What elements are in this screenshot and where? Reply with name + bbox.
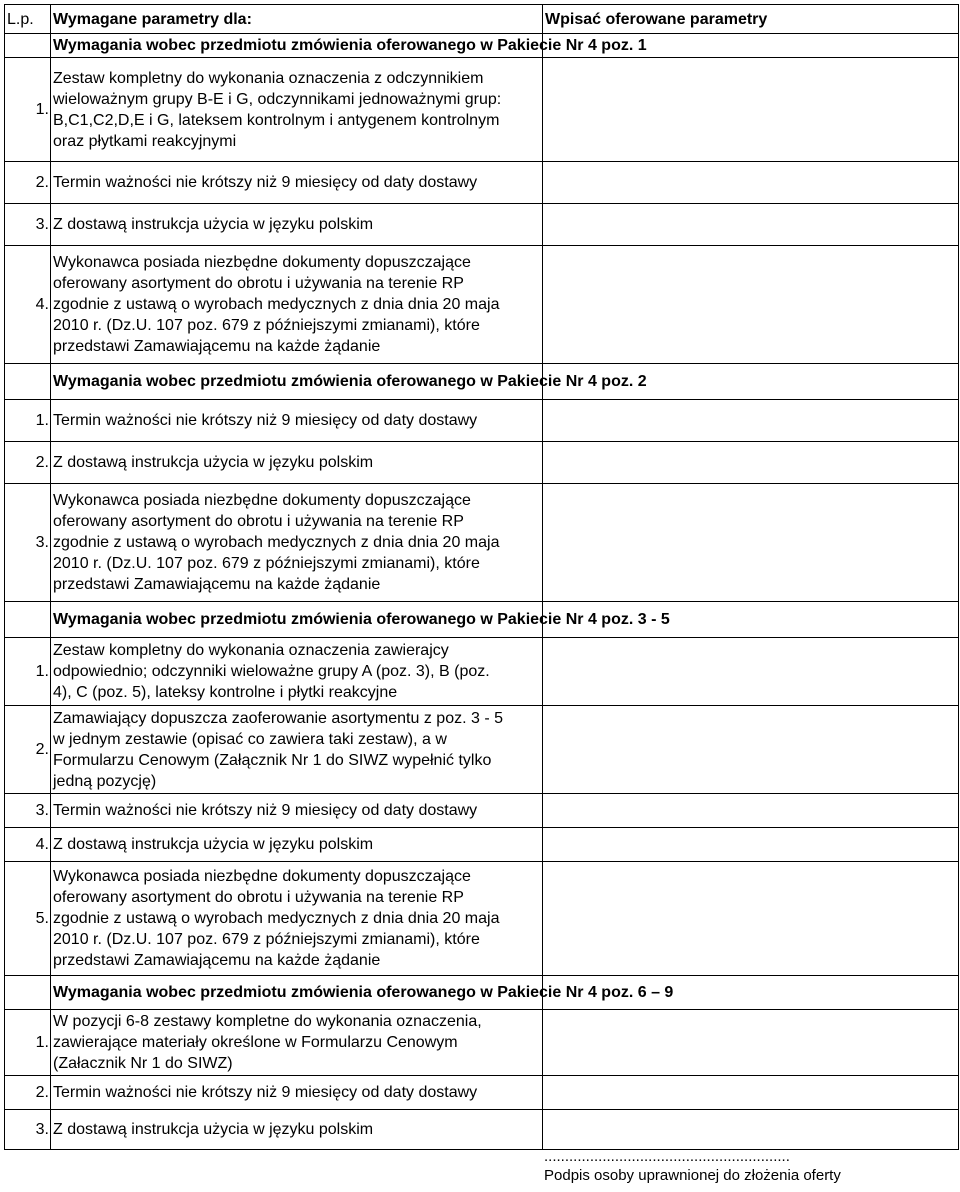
section-row — [5, 976, 959, 1010]
offer-cell[interactable] — [543, 58, 959, 162]
row-text-cell — [51, 484, 543, 602]
row-text: Wykonawca posiada niezbędne dokumenty dopuszczające oferowany asortyment do obrotu i używania na terenie RP zgodnie z ustawą o wyrobach medycznych z dnia dnia 20 maja 2010 r. (Dz.U. 107 poz. 679 z późniejszymi zmianami), które przedstawi Zamawiającemu na każde żądanie — [53, 492, 500, 593]
row-number: 2. — [5, 1076, 51, 1110]
signature-label: Podpis osoby uprawnionej do złożenia oferty — [544, 1167, 841, 1184]
row-text: Zamawiający dopuszcza zaoferowanie asortymentu z poz. 3 - 5 w jednym zestawie (opisać co zawiera taki zestaw), a w Formularzu Cenowym (Załącznik Nr 1 do SIWZ wypełnić tylko jedną pozycję) — [53, 709, 503, 790]
table-row — [5, 706, 959, 794]
offer-cell[interactable] — [543, 706, 959, 794]
offer-cell[interactable] — [543, 162, 959, 204]
row-text: Z dostawą instrukcja użycia w języku polskim — [51, 204, 543, 246]
row-number: 1. — [5, 58, 51, 162]
section-title: Wymagania wobec przedmiotu zmówienia oferowanego w Pakiecie Nr 4 poz. 3 - 5 — [51, 602, 543, 638]
row-number: 3. — [5, 484, 51, 602]
header-required-parameters: Wymagane parametry dla: — [51, 5, 543, 34]
row-number: 2. — [5, 162, 51, 204]
row-number: 3. — [5, 1110, 51, 1150]
table-row — [5, 1076, 959, 1110]
offer-cell[interactable] — [543, 862, 959, 976]
row-text: Termin ważności nie krótszy niż 9 miesięcy od daty dostawy — [51, 1076, 543, 1110]
section-num-cell — [5, 976, 51, 1010]
row-text: W pozycji 6-8 zestawy kompletne do wykonania oznaczenia, zawierające materiały określone w Formularzu Cenowym (Załacznik Nr 1 do SIWZ) — [53, 1013, 482, 1072]
table-row — [5, 400, 959, 442]
header-offered-parameters: Wpisać oferowane parametry — [543, 5, 959, 34]
table-row — [5, 1010, 959, 1076]
table-header-row — [5, 5, 959, 34]
row-text-cell — [51, 862, 543, 976]
table-row — [5, 828, 959, 862]
row-text-cell — [51, 706, 543, 794]
offer-cell[interactable] — [543, 246, 959, 364]
row-text: Wykonawca posiada niezbędne dokumenty dopuszczające oferowany asortyment do obrotu i używania na terenie RP zgodnie z ustawą o wyrobach medycznych z dnia dnia 20 maja 2010 r. (Dz.U. 107 poz. 679 z późniejszymi zmianami), które przedstawi Zamawiającemu na każde żądanie — [53, 868, 500, 969]
row-text: Termin ważności nie krótszy niż 9 miesięcy od daty dostawy — [51, 162, 543, 204]
row-text: Wykonawca posiada niezbędne dokumenty dopuszczające oferowany asortyment do obrotu i używania na terenie RP zgodnie z ustawą o wyrobach medycznych z dnia dnia 20 maja 2010 r. (Dz.U. 107 poz. 679 z późniejszymi zmianami), które przedstawi Zamawiającemu na każde żądanie — [53, 254, 500, 355]
row-text-cell — [51, 246, 543, 364]
offer-cell[interactable] — [543, 400, 959, 442]
section-num-cell — [5, 364, 51, 400]
section-row — [5, 364, 959, 400]
row-text: Z dostawą instrukcja użycia w języku polskim — [51, 442, 543, 484]
row-text-cell — [51, 58, 543, 162]
offer-cell[interactable] — [543, 484, 959, 602]
offer-cell[interactable] — [543, 794, 959, 828]
section-num-cell — [5, 602, 51, 638]
row-text-cell — [51, 1010, 543, 1076]
table-row — [5, 794, 959, 828]
signature-line[interactable]: ........................................................... — [544, 1148, 790, 1165]
table-row — [5, 442, 959, 484]
section-title: Wymagania wobec przedmiotu zmówienia oferowanego w Pakiecie Nr 4 poz. 2 — [51, 364, 543, 400]
row-number: 1. — [5, 638, 51, 706]
row-number: 1. — [5, 1010, 51, 1076]
section-row — [5, 602, 959, 638]
section-title: Wymagania wobec przedmiotu zmówienia oferowanego w Pakiecie Nr 4 poz. 1 — [51, 34, 543, 58]
row-text-cell — [51, 638, 543, 706]
section-num-cell — [5, 34, 51, 58]
row-number: 2. — [5, 706, 51, 794]
section-row — [5, 34, 959, 58]
signature-block — [544, 1150, 924, 1188]
table-row — [5, 1110, 959, 1150]
table-row — [5, 862, 959, 976]
row-number: 1. — [5, 400, 51, 442]
offer-cell[interactable] — [543, 1110, 959, 1150]
table-row — [5, 204, 959, 246]
row-number: 2. — [5, 442, 51, 484]
offer-cell[interactable] — [543, 1076, 959, 1110]
row-number: 4. — [5, 246, 51, 364]
row-number: 3. — [5, 204, 51, 246]
row-text: Z dostawą instrukcja użycia w języku polskim — [51, 1110, 543, 1150]
row-number: 3. — [5, 794, 51, 828]
row-number: 4. — [5, 828, 51, 862]
offer-cell[interactable] — [543, 204, 959, 246]
offer-cell[interactable] — [543, 1010, 959, 1076]
offer-cell[interactable] — [543, 442, 959, 484]
row-number: 5. — [5, 862, 51, 976]
section-title: Wymagania wobec przedmiotu zmówienia oferowanego w Pakiecie Nr 4 poz. 6 – 9 — [51, 976, 543, 1010]
table-row — [5, 484, 959, 602]
table-row — [5, 246, 959, 364]
row-text: Termin ważności nie krótszy niż 9 miesięcy od daty dostawy — [51, 794, 543, 828]
header-lp: L.p. — [5, 5, 51, 34]
offer-cell[interactable] — [543, 828, 959, 862]
requirements-table — [4, 4, 959, 1150]
table-row — [5, 162, 959, 204]
offer-cell[interactable] — [543, 638, 959, 706]
row-text: Z dostawą instrukcja użycia w języku polskim — [51, 828, 543, 862]
row-text: Zestaw kompletny do wykonania oznaczenia z odczynnikiem wieloważnym grupy B-E i G, odczynnikami jednoważnymi grup: B,C1,C2,D,E i G, lateksem kontrolnym i antygenem kontrolnym oraz płytkami reakcyjnymi — [53, 69, 502, 150]
row-text: Zestaw kompletny do wykonania oznaczenia zawierajcy odpowiednio; odczynniki wieloważne grupy A (poz. 3), B (poz. 4), C (poz. 5), lateksy kontrolne i płytki reakcyjne — [53, 642, 490, 701]
table-row — [5, 638, 959, 706]
table-row — [5, 58, 959, 162]
row-text: Termin ważności nie krótszy niż 9 miesięcy od daty dostawy — [51, 400, 543, 442]
